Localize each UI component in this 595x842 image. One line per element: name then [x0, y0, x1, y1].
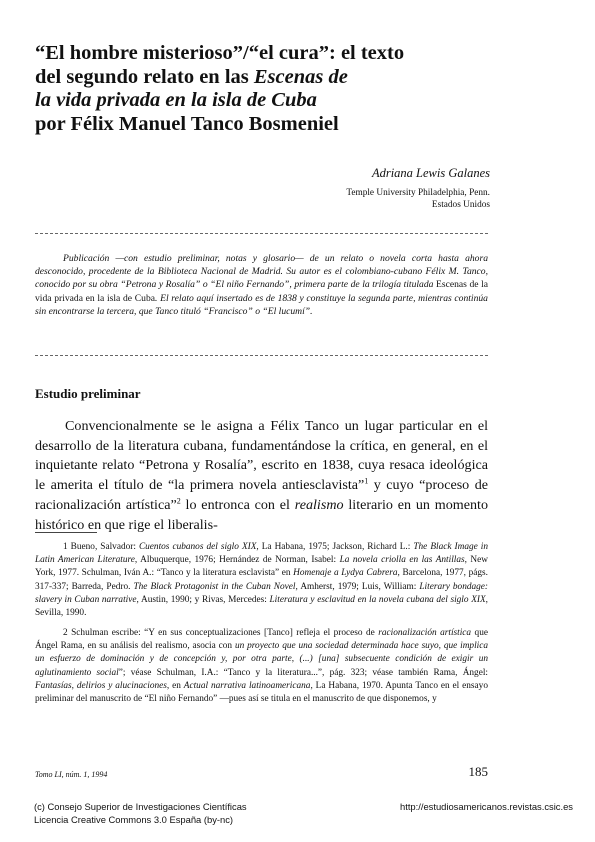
copyright-notice	[34, 801, 247, 826]
body-text-2: y cuyo “proceso de racionalización artística”	[35, 477, 488, 513]
fn2-c: que Ángel Rama, en su análisis del realismo, asocia con	[35, 628, 488, 652]
abstract-top-rule	[35, 233, 488, 234]
fn2-i: , La Habana, 1970. Apunta Tanco en el ensayo preliminar del manuscrito de “El niño Fernando” —pues así se titula en el manuscrito de que disponemos, y	[35, 680, 488, 705]
footnote-separator	[35, 532, 97, 533]
abstract-text-1: Publicación —con estudio preliminar, notas y glosario— de un relato o novela corta hasta ahora desconocido, procedente de la Biblioteca Nacional de Madrid. Su autor es el colombiano-cubano Félix M. Tanco, conocido por su obra “Petrona y Rosalía” o “El niño Fernando”, primera parte de la trilogía titulada	[35, 253, 488, 291]
footnote-2	[35, 627, 488, 706]
footnote-1	[35, 541, 488, 620]
body-text-3: lo entronca con el	[180, 496, 295, 513]
fn1-k: , Amherst, 1979; Luis, William:	[295, 581, 420, 592]
fn1-i: , Barcelona, 1977, págs. 317-337; Barreda, Pedro.	[35, 568, 489, 592]
fn1-g: , New York, 1977. Schulman, Iván A.: “Tanco y la literatura esclavista” en	[35, 555, 488, 579]
copyright-line-1: (c) Consejo Superior de Investigaciones Científicas	[34, 801, 247, 812]
fn1-b: Cuentos cubanos del siglo XIX	[138, 542, 257, 552]
fn1-o: , Sevilla, 1990.	[35, 594, 488, 619]
page-number: 185	[468, 764, 488, 779]
journal-url-link[interactable]: http://estudiosamericanos.revistas.csic.es	[400, 801, 573, 812]
abstract	[35, 252, 488, 318]
license-line: Licencia Creative Commons 3.0 España (by-nc)	[34, 813, 234, 825]
fn2-b: racionalización artística	[378, 628, 472, 638]
title-line-2-text: del segundo relato en las	[35, 65, 254, 88]
title-line-1: “El hombre misterioso”/“el cura”: el texto	[35, 42, 405, 64]
journal-issue: Tomo LI, núm. 1, 1994	[35, 770, 108, 779]
title-line-3-italic: la vida privada en la isla de Cuba	[35, 89, 317, 111]
fn2-f: Fantasías, delirios y alucinaciones	[35, 680, 167, 691]
title-line-2	[35, 66, 505, 90]
footnote-1-number: 1	[63, 542, 68, 552]
fn2-h: Actual narrativa latinoamericana	[183, 680, 311, 691]
fn2-d: un proyecto que una sociedad determinada hace suyo, que implica un esfuerzo de dominación y de concepción y, por otra parte, (...) [una] subsecuente condición de exigir un aglutinamiento social	[35, 641, 489, 678]
title-line-3	[35, 89, 505, 113]
abstract-text-3: . El relato aquí insertado es de 1838 y constituye la segunda parte, mientras continúa sin encontrarse la tercera, que Tanco tituló “Francisco” o “El lucumí”.	[35, 292, 488, 317]
fn1-l: Literary bondage: slavery in Cuban narrative	[35, 581, 489, 605]
fn1-h: Homenaje a Lydya Cabrera	[293, 568, 398, 579]
abstract-text-2: Escenas de la vida privada en la isla de Cuba	[35, 279, 488, 304]
fn2-g: , en	[166, 680, 184, 691]
affiliation-line-1: Temple University Philadelphia, Penn.	[346, 188, 490, 198]
footnote-ref-1[interactable]: 1	[364, 476, 369, 486]
body-emphasis: realismo	[294, 496, 344, 513]
fn1-m: , Austin, 1990; y Rivas, Mercedes:	[136, 594, 270, 605]
footnote-ref-2[interactable]: 2	[176, 496, 181, 506]
fn2-a: Schulman escribe: “Y en sus conceptualizaciones [Tanco] refleja el proceso de	[67, 628, 379, 638]
fn2-e: ”; véase Schulman, I.A.: “Tanco y la literatura...”, pág. 323; véase también Rama, Ángel:	[118, 667, 488, 678]
affiliation-line-2: Estados Unidos	[431, 200, 490, 210]
footnote-2-number: 2	[63, 628, 68, 638]
title-line-2-italic: Escenas de	[253, 65, 348, 88]
body-text-1: Convencionalmente se le asigna a Félix Tanco un lugar particular en el desarrollo de la literatura cubana, fundamentándose la crítica, en general, en el inquietante relato “Petrona y Rosalía”, escrito en 1838, cuya resaca ideológica le amerita el título de “la primera novela antiesclavista”	[35, 418, 488, 494]
fn1-d: The Black Image in Latin American Literature	[35, 542, 488, 566]
fn1-n: Literatura y esclavitud en la novela cubana del siglo XIX	[269, 594, 486, 605]
fn1-j: The Black Protagonist in the Cuban Novel	[133, 581, 296, 592]
author-affiliation	[346, 187, 490, 211]
article-title	[35, 42, 505, 136]
body-paragraph	[35, 417, 488, 535]
abstract-bottom-rule	[35, 355, 488, 356]
fn1-a: Bueno, Salvador:	[67, 542, 139, 552]
title-line-4: por Félix Manuel Tanco Bosmeniel	[35, 112, 339, 135]
fn1-e: , Albuquerque, 1976; Hernández de Norman, Isabel:	[134, 555, 340, 566]
section-heading: Estudio preliminar	[35, 386, 141, 401]
fn1-f: La novela criolla en las Antillas	[339, 555, 465, 566]
fn1-c: , La Habana, 1975; Jackson, Richard L.:	[256, 542, 414, 552]
body-text-4: literario en un momento histórico en que rige el liberalis-	[35, 496, 488, 533]
author-name: Adriana Lewis Galanes	[371, 166, 490, 180]
